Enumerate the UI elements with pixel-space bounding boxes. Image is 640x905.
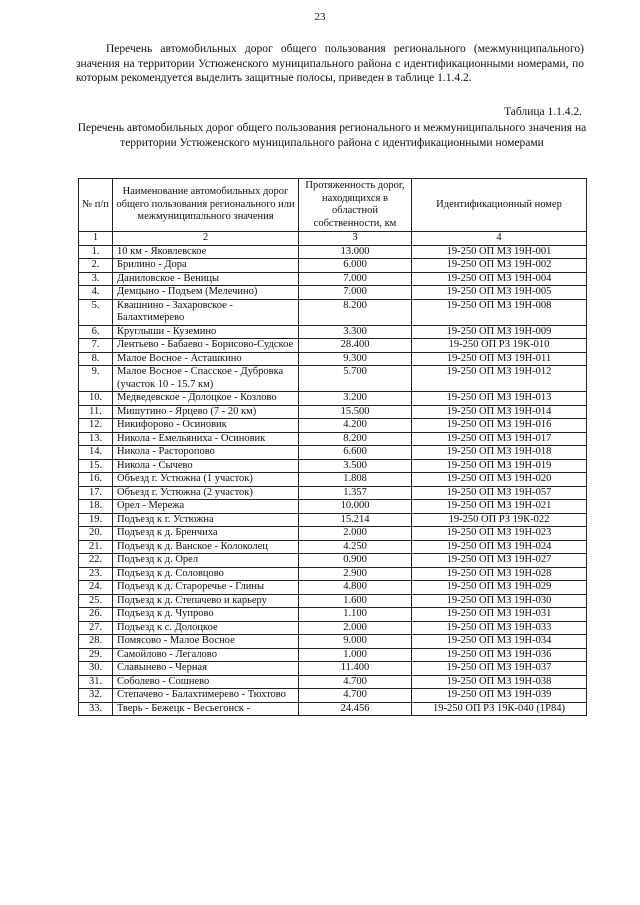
table-header-row: [79, 179, 587, 232]
road-length: 11.400: [299, 662, 412, 676]
road-id-number: 19-250 ОП МЗ 19Н-009: [412, 325, 587, 339]
road-id-number: 19-250 ОП МЗ 19Н-031: [412, 608, 587, 622]
road-length: 8.200: [299, 299, 412, 325]
row-number: 1.: [79, 245, 113, 259]
table-row: [79, 567, 587, 581]
road-id-number: 19-250 ОП МЗ 19Н-034: [412, 635, 587, 649]
roads-table: [78, 178, 587, 716]
road-name: Медведевское - Долоцкое - Козлово: [113, 392, 299, 406]
road-length: 2.000: [299, 621, 412, 635]
row-number: 13.: [79, 432, 113, 446]
row-number: 28.: [79, 635, 113, 649]
road-name: Малое Восное - Спасское - Дубровка (участок 10 - 15.7 км): [113, 366, 299, 392]
row-number: 2.: [79, 259, 113, 273]
road-id-number: 19-250 ОП МЗ 19Н-011: [412, 352, 587, 366]
road-id-number: 19-250 ОП РЗ 19К-040 (1Р84): [412, 702, 587, 716]
road-id-number: 19-250 ОП МЗ 19Н-019: [412, 459, 587, 473]
header-id-number: Идентификационный номер: [412, 179, 587, 232]
table-row: [79, 608, 587, 622]
table-row: [79, 245, 587, 259]
table-row: [79, 675, 587, 689]
road-id-number: 19-250 ОП МЗ 19Н-018: [412, 446, 587, 460]
row-number: 12.: [79, 419, 113, 433]
road-name: Демцыно - Подъем (Мелечино): [113, 286, 299, 300]
road-id-number: 19-250 ОП МЗ 19Н-020: [412, 473, 587, 487]
road-id-number: 19-250 ОП МЗ 19Н-001: [412, 245, 587, 259]
table-row: [79, 621, 587, 635]
road-length: 9.300: [299, 352, 412, 366]
row-number: 7.: [79, 339, 113, 353]
row-number: 25.: [79, 594, 113, 608]
row-number: 27.: [79, 621, 113, 635]
table-row: [79, 702, 587, 716]
road-length: 13.000: [299, 245, 412, 259]
road-id-number: 19-250 ОП МЗ 19Н-027: [412, 554, 587, 568]
table-row: [79, 554, 587, 568]
road-id-number: 19-250 ОП МЗ 19Н-023: [412, 527, 587, 541]
table-row: [79, 446, 587, 460]
column-numbers-row: [79, 232, 587, 246]
road-name: Лентьево - Бабаево - Борисово-Судское: [113, 339, 299, 353]
row-number: 20.: [79, 527, 113, 541]
road-length: 7.000: [299, 272, 412, 286]
road-id-number: 19-250 ОП МЗ 19Н-016: [412, 419, 587, 433]
table-row: [79, 689, 587, 703]
road-length: 4.700: [299, 675, 412, 689]
table-row: [79, 339, 587, 353]
table-row: [79, 473, 587, 487]
road-name: Никола - Расторопово: [113, 446, 299, 460]
table-row: [79, 459, 587, 473]
road-length: 3.300: [299, 325, 412, 339]
road-id-number: 19-250 ОП МЗ 19Н-013: [412, 392, 587, 406]
road-id-number: 19-250 ОП МЗ 19Н-030: [412, 594, 587, 608]
road-id-number: 19-250 ОП МЗ 19Н-038: [412, 675, 587, 689]
road-name: Брилино - Дора: [113, 259, 299, 273]
road-id-number: 19-250 ОП МЗ 19Н-017: [412, 432, 587, 446]
road-name: Подъезд к д. Бренчиха: [113, 527, 299, 541]
road-length: 9.000: [299, 635, 412, 649]
row-number: 15.: [79, 459, 113, 473]
road-name: Славынево - Черная: [113, 662, 299, 676]
road-length: 10.000: [299, 500, 412, 514]
road-id-number: 19-250 ОП МЗ 19Н-008: [412, 299, 587, 325]
row-number: 17.: [79, 486, 113, 500]
column-number: 2: [113, 232, 299, 246]
row-number: 29.: [79, 648, 113, 662]
row-number: 19.: [79, 513, 113, 527]
road-id-number: 19-250 ОП МЗ 19Н-024: [412, 540, 587, 554]
table-row: [79, 366, 587, 392]
road-length: 1.600: [299, 594, 412, 608]
road-length: 1.357: [299, 486, 412, 500]
table-row: [79, 286, 587, 300]
road-length: 28.400: [299, 339, 412, 353]
row-number: 22.: [79, 554, 113, 568]
row-number: 5.: [79, 299, 113, 325]
table-row: [79, 272, 587, 286]
road-name: Никола - Емельяниха - Осиновик: [113, 432, 299, 446]
road-name: Подъезд к д. Чупрово: [113, 608, 299, 622]
row-number: 6.: [79, 325, 113, 339]
road-length: 1.100: [299, 608, 412, 622]
table-row: [79, 299, 587, 325]
road-length: 15.214: [299, 513, 412, 527]
table-row: [79, 392, 587, 406]
table-row: [79, 352, 587, 366]
road-id-number: 19-250 ОП МЗ 19Н-057: [412, 486, 587, 500]
row-number: 32.: [79, 689, 113, 703]
row-number: 9.: [79, 366, 113, 392]
road-id-number: 19-250 ОП МЗ 19Н-005: [412, 286, 587, 300]
road-name: Мишутино - Ярцево (7 - 20 км): [113, 405, 299, 419]
column-number: 4: [412, 232, 587, 246]
road-name: Орел - Мережа: [113, 500, 299, 514]
table-row: [79, 635, 587, 649]
road-length: 2.000: [299, 527, 412, 541]
row-number: 11.: [79, 405, 113, 419]
road-name: Самойлово - Легалово: [113, 648, 299, 662]
row-number: 3.: [79, 272, 113, 286]
road-length: 4.250: [299, 540, 412, 554]
row-number: 10.: [79, 392, 113, 406]
table-row: [79, 513, 587, 527]
road-length: 1.000: [299, 648, 412, 662]
table-row: [79, 540, 587, 554]
table-row: [79, 259, 587, 273]
road-name: Квашнино - Захаровское - Балахтимерево: [113, 299, 299, 325]
road-name: Подъезд к д. Ванское - Колоколец: [113, 540, 299, 554]
road-name: Подъезд к г. Устюжна: [113, 513, 299, 527]
road-length: 0.900: [299, 554, 412, 568]
road-length: 2.900: [299, 567, 412, 581]
header-road-name: Наименование автомобильных дорог общего пользования регионального или межмуниципального значения: [113, 179, 299, 232]
column-number: 3: [299, 232, 412, 246]
road-length: 3.500: [299, 459, 412, 473]
row-number: 31.: [79, 675, 113, 689]
road-length: 1.808: [299, 473, 412, 487]
road-name: Подъезд к д. Староречье - Глины: [113, 581, 299, 595]
table-row: [79, 405, 587, 419]
road-id-number: 19-250 ОП МЗ 19Н-028: [412, 567, 587, 581]
road-name: Круглыши - Куземино: [113, 325, 299, 339]
row-number: 26.: [79, 608, 113, 622]
row-number: 33.: [79, 702, 113, 716]
table-row: [79, 648, 587, 662]
row-number: 16.: [79, 473, 113, 487]
road-id-number: 19-250 ОП МЗ 19Н-039: [412, 689, 587, 703]
column-number: 1: [79, 232, 113, 246]
table-row: [79, 662, 587, 676]
table-row: [79, 594, 587, 608]
table-row: [79, 432, 587, 446]
road-id-number: 19-250 ОП РЗ 19К-022: [412, 513, 587, 527]
road-name: Объезд г. Устюжна (2 участок): [113, 486, 299, 500]
road-id-number: 19-250 ОП МЗ 19Н-002: [412, 259, 587, 273]
table-row: [79, 527, 587, 541]
road-length: 6.000: [299, 259, 412, 273]
road-id-number: 19-250 ОП МЗ 19Н-036: [412, 648, 587, 662]
road-length: 6.600: [299, 446, 412, 460]
road-name: 10 км - Яковлевское: [113, 245, 299, 259]
road-length: 4.200: [299, 419, 412, 433]
road-name: Подъезд к с. Долоцкое: [113, 621, 299, 635]
road-id-number: 19-250 ОП МЗ 19Н-012: [412, 366, 587, 392]
road-name: Никола - Сычево: [113, 459, 299, 473]
road-id-number: 19-250 ОП МЗ 19Н-037: [412, 662, 587, 676]
row-number: 14.: [79, 446, 113, 460]
road-length: 3.200: [299, 392, 412, 406]
road-id-number: 19-250 ОП МЗ 19Н-004: [412, 272, 587, 286]
road-length: 4.700: [299, 689, 412, 703]
road-id-number: 19-250 ОП МЗ 19Н-021: [412, 500, 587, 514]
table-row: [79, 486, 587, 500]
table-row: [79, 581, 587, 595]
road-length: 4.800: [299, 581, 412, 595]
road-name: Подъезд к д. Степачево и карьеру: [113, 594, 299, 608]
header-number: № п/п: [79, 179, 113, 232]
road-name: Малое Восное - Асташкино: [113, 352, 299, 366]
table-label: Таблица 1.1.4.2.: [504, 106, 582, 118]
road-name: Тверь - Бежецк - Весьегонск -: [113, 702, 299, 716]
road-length: 24.456: [299, 702, 412, 716]
row-number: 21.: [79, 540, 113, 554]
table-title: Перечень автомобильных дорог общего пользования регионального и межмуниципального значения на территории Устюженского муниципального района с идентификационными номерами: [77, 122, 587, 149]
row-number: 30.: [79, 662, 113, 676]
row-number: 8.: [79, 352, 113, 366]
row-number: 4.: [79, 286, 113, 300]
road-name: Подъезд к д. Соловцово: [113, 567, 299, 581]
table-row: [79, 325, 587, 339]
road-length: 15.500: [299, 405, 412, 419]
road-name: Никифорово - Осиновик: [113, 419, 299, 433]
road-name: Соболево - Сошнево: [113, 675, 299, 689]
road-name: Даниловское - Веницы: [113, 272, 299, 286]
road-id-number: 19-250 ОП МЗ 19Н-033: [412, 621, 587, 635]
road-name: Степачево - Балахтимерево - Тюхтово: [113, 689, 299, 703]
road-id-number: 19-250 ОП МЗ 19Н-029: [412, 581, 587, 595]
road-name: Помясово - Малое Восное: [113, 635, 299, 649]
intro-paragraph: Перечень автомобильных дорог общего пользования регионального (межмуниципального) значения на территории Устюженского муниципального района с идентификационными номерами, по которым рекомендуется выделить защитные полосы, приведен в таблице 1.1.4.2.: [76, 43, 584, 84]
row-number: 24.: [79, 581, 113, 595]
row-number: 18.: [79, 500, 113, 514]
road-name: Объезд г. Устюжна (1 участок): [113, 473, 299, 487]
page-number: 23: [314, 11, 326, 23]
table-row: [79, 500, 587, 514]
road-length: 8.200: [299, 432, 412, 446]
road-id-number: 19-250 ОП МЗ 19Н-014: [412, 405, 587, 419]
road-length: 7.000: [299, 286, 412, 300]
table-row: [79, 419, 587, 433]
road-id-number: 19-250 ОП РЗ 19К-010: [412, 339, 587, 353]
road-length: 5.700: [299, 366, 412, 392]
header-length: Протяженность дорог, находящихся в областной собственности, км: [299, 179, 412, 232]
road-name: Подъезд к д. Орел: [113, 554, 299, 568]
row-number: 23.: [79, 567, 113, 581]
